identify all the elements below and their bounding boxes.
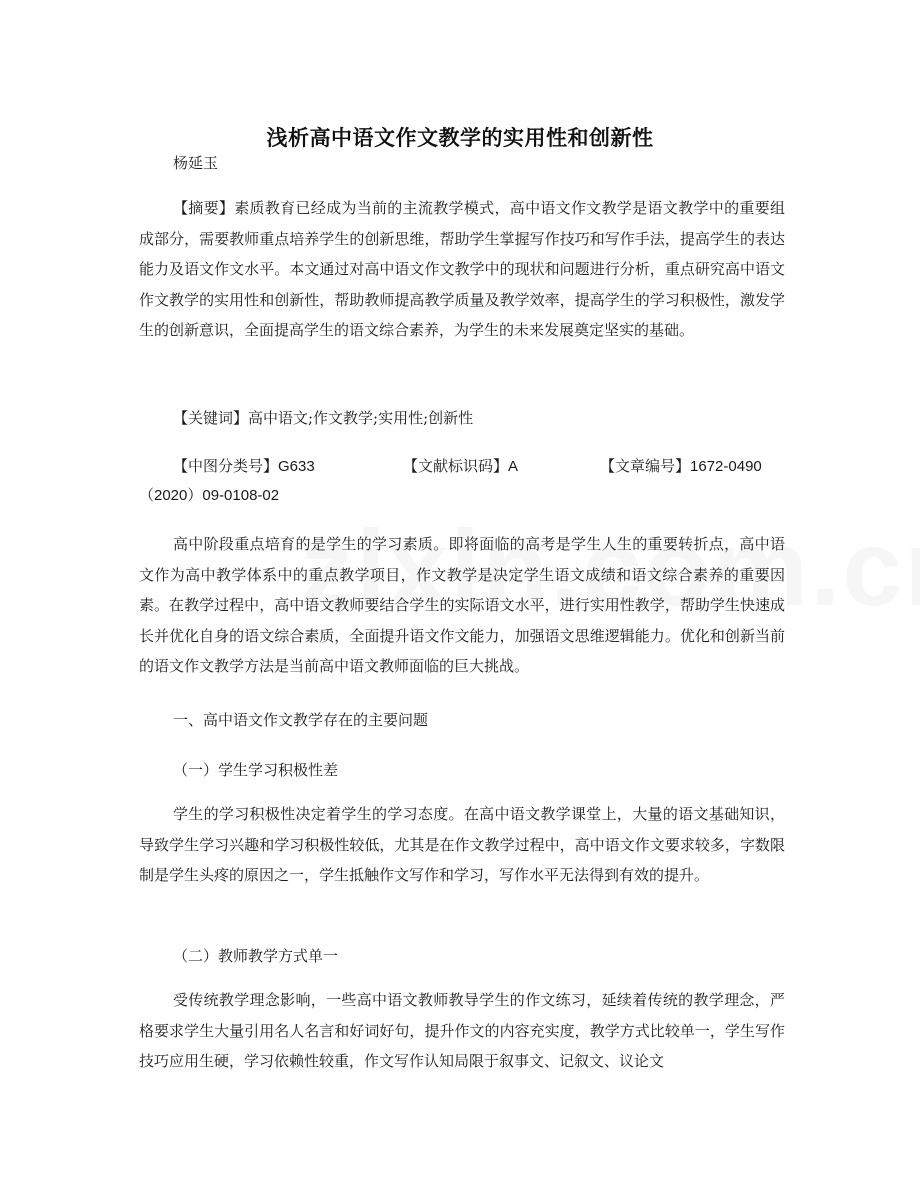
keywords-paragraph: 【关键词】高中语文;作文教学;实用性;创新性 — [173, 409, 474, 427]
article-number: 【文章编号】1672-0490 — [600, 457, 762, 475]
section-heading-1: 一、高中语文作文教学存在的主要问题 — [173, 711, 429, 729]
subsection-heading-1: （一）学生学习积极性差 — [173, 761, 339, 779]
article-number-continuation: （2020）09-0108-02 — [139, 487, 280, 504]
clc-number: 【中图分类号】G633 — [173, 457, 315, 475]
document-code: 【文献标识码】A — [403, 457, 519, 475]
author-name: 杨延玉 — [173, 154, 219, 172]
page-title: 浅析高中语文作文教学的实用性和创新性 — [266, 125, 654, 150]
abstract-paragraph: 【摘要】素质教育已经成为当前的主流教学模式，高中语文作文教学是语文教学中的重要组成部分，需要教师重点培养学生的创新思维，帮助学生掌握写作技巧和写作手法，提高学生的表达能力及语文作文水平。本文通过对高中语文作文教学中的现状和问题进行分析，重点研究高中语文作文教学的实用性和创新性，帮助教师提高教学质量及教学效率，提高学生的学习积极性，激发学生的创新意识，全面提高学生的语文综合素养，为学生的未来发展奠定坚实的基础。 — [139, 199, 785, 339]
subsection-2-paragraph: 受传统教学理念影响，一些高中语文教师教导学生的作文练习，延续着传统的教学理念，严格要求学生大量引用名人名言和好词好句，提升作文的内容充实度，教学方式比较单一，学生写作技巧应用生硬，学习依赖性较重，作文写作认知局限于叙事文、记叙文、议论文 — [139, 991, 785, 1070]
subsection-heading-2: （二）教师教学方式单一 — [173, 947, 339, 965]
subsection-1-paragraph: 学生的学习积极性决定着学生的学习态度。在高中语文教学课堂上，大量的语文基础知识，导致学生学习兴趣和学习积极性较低，尤其是在作文教学过程中，高中语文作文要求较多，字数限制是学生头疼的原因之一，学生抵触作文写作和学习，写作水平无法得到有效的提升。 — [139, 805, 785, 884]
intro-paragraph: 高中阶段重点培育的是学生的学习素质。即将面临的高考是学生人生的重要转折点，高中语文作为高中教学体系中的重点教学项目，作文教学是决定学生语文成绩和语文综合素养的重要因素。在教学过程中，高中语文教师要结合学生的实际语文水平，进行实用性教学，帮助学生快速成长并优化自身的语文综合素质，全面提升语文作文能力，加强语文思维逻辑能力。优化和创新当前的语文作文教学方法是当前高中语文教师面临的巨大挑战。 — [139, 535, 785, 675]
